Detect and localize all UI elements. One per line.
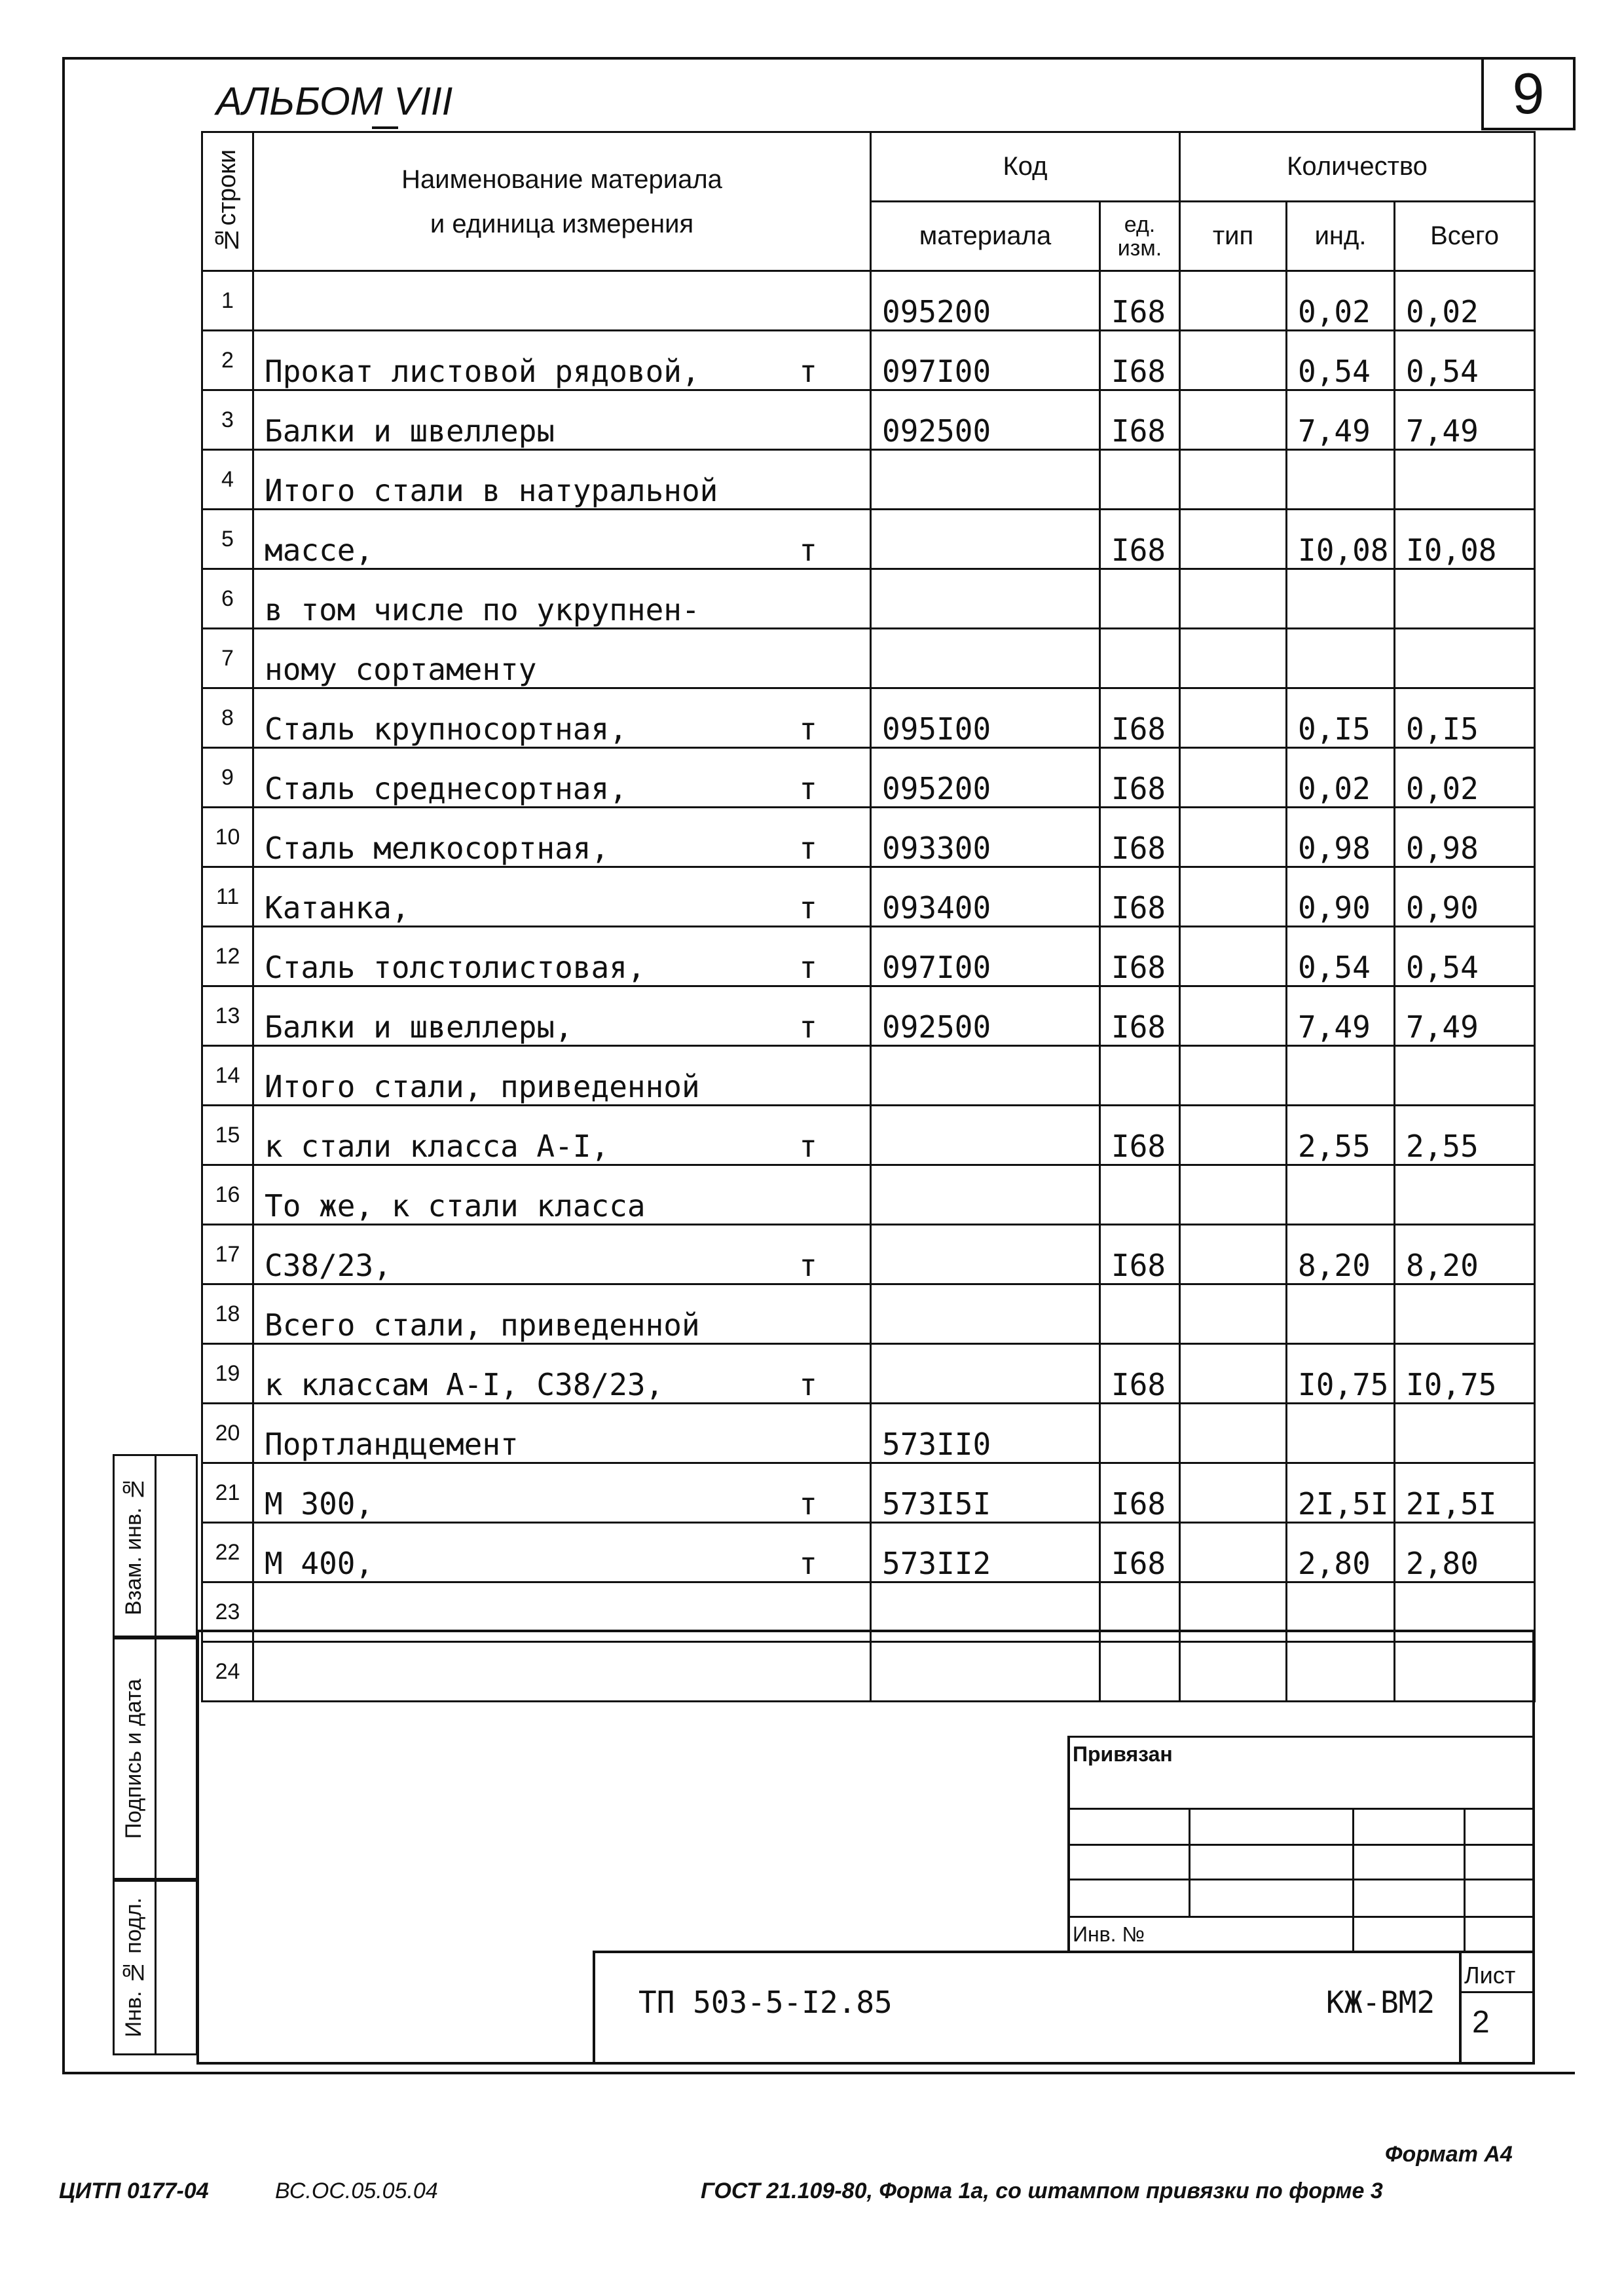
material-code bbox=[871, 450, 1100, 510]
unit-code: I68 bbox=[1100, 808, 1180, 867]
table-row bbox=[202, 510, 1535, 569]
link-box-col-3 bbox=[1464, 1808, 1466, 1952]
document-mark: КЖ-ВМ2 bbox=[1326, 1985, 1435, 2020]
material-name bbox=[253, 986, 871, 1046]
material-name bbox=[253, 1582, 871, 1642]
table-row bbox=[202, 450, 1535, 510]
material-name bbox=[253, 867, 871, 927]
material-unit: т bbox=[799, 1009, 817, 1045]
material-code: 573II2 bbox=[871, 1523, 1100, 1582]
table-row bbox=[202, 1582, 1535, 1642]
header-qty-type: тип bbox=[1180, 202, 1287, 271]
table-row bbox=[202, 1344, 1535, 1404]
materials-table bbox=[201, 131, 1536, 1702]
qty-type bbox=[1180, 1344, 1287, 1404]
material-unit: т bbox=[799, 1367, 817, 1402]
material-unit: т bbox=[799, 1486, 817, 1522]
title-box-top bbox=[593, 1951, 1534, 1953]
qty-ind: 0,02 bbox=[1287, 271, 1395, 331]
row-number: 8 bbox=[202, 688, 253, 748]
header-code-material: материала bbox=[871, 202, 1100, 271]
unit-code: I68 bbox=[1100, 986, 1180, 1046]
unit-code: I68 bbox=[1100, 1106, 1180, 1165]
qty-total: 2I,5I bbox=[1395, 1463, 1535, 1523]
row-number: 10 bbox=[202, 808, 253, 867]
row-number: 2 bbox=[202, 331, 253, 390]
qty-ind: I0,08 bbox=[1287, 510, 1395, 569]
header-code: Код bbox=[871, 132, 1180, 202]
material-code: 093300 bbox=[871, 808, 1100, 867]
link-box-col-2 bbox=[1352, 1808, 1354, 1952]
material-unit: т bbox=[799, 771, 817, 806]
material-name-text: Итого стали в натуральной bbox=[265, 473, 718, 508]
page-number: 9 bbox=[1481, 57, 1576, 130]
qty-type bbox=[1180, 510, 1287, 569]
format-label: Формат А4 bbox=[1385, 2142, 1513, 2167]
material-name-text: Портландцемент bbox=[265, 1427, 519, 1462]
material-name-text: Сталь мелкосортная, bbox=[265, 831, 610, 866]
qty-type bbox=[1180, 1463, 1287, 1523]
unit-code bbox=[1100, 1642, 1180, 1702]
material-name bbox=[253, 748, 871, 808]
material-name bbox=[253, 629, 871, 688]
material-name-text: ному сортаменту bbox=[265, 652, 537, 687]
qty-ind: 2,55 bbox=[1287, 1106, 1395, 1165]
material-name bbox=[253, 688, 871, 748]
footer-left-code: ВС.ОС.05.05.04 bbox=[275, 2179, 438, 2203]
table-row bbox=[202, 986, 1535, 1046]
link-box-top bbox=[1067, 1736, 1534, 1738]
header-qty-ind: инд. bbox=[1287, 202, 1395, 271]
qty-type bbox=[1180, 1284, 1287, 1344]
table-row bbox=[202, 331, 1535, 390]
row-number: 23 bbox=[202, 1582, 253, 1642]
qty-type bbox=[1180, 867, 1287, 927]
material-code: 092500 bbox=[871, 986, 1100, 1046]
table-row bbox=[202, 271, 1535, 331]
stamp-right-line bbox=[1532, 1630, 1535, 2065]
qty-ind bbox=[1287, 1582, 1395, 1642]
qty-total bbox=[1395, 569, 1535, 629]
side-label-original: Инв. № подл. bbox=[120, 1898, 146, 2038]
material-unit: т bbox=[799, 1129, 817, 1164]
table-row bbox=[202, 569, 1535, 629]
qty-total: I0,75 bbox=[1395, 1344, 1535, 1404]
stamp-linked-label: Привязан bbox=[1073, 1742, 1173, 1766]
table-row bbox=[202, 688, 1535, 748]
qty-total bbox=[1395, 450, 1535, 510]
header-name: Наименование материала и единица измерения bbox=[253, 132, 871, 271]
row-number: 18 bbox=[202, 1284, 253, 1344]
table-row bbox=[202, 808, 1535, 867]
qty-ind bbox=[1287, 1165, 1395, 1225]
table-row bbox=[202, 1284, 1535, 1344]
material-code: 097I00 bbox=[871, 927, 1100, 986]
qty-total: 0,02 bbox=[1395, 271, 1535, 331]
material-name bbox=[253, 271, 871, 331]
unit-code bbox=[1100, 1582, 1180, 1642]
qty-total bbox=[1395, 1582, 1535, 1642]
qty-ind: 0,I5 bbox=[1287, 688, 1395, 748]
qty-total: 0,98 bbox=[1395, 808, 1535, 867]
qty-total: 2,55 bbox=[1395, 1106, 1535, 1165]
material-name bbox=[253, 1106, 871, 1165]
qty-total: 7,49 bbox=[1395, 390, 1535, 450]
qty-ind bbox=[1287, 1284, 1395, 1344]
material-name bbox=[253, 569, 871, 629]
stamp-bottom-line bbox=[196, 2062, 1535, 2065]
header-code-unit: ед. изм. bbox=[1100, 202, 1180, 271]
material-name bbox=[253, 1225, 871, 1284]
qty-total bbox=[1395, 1165, 1535, 1225]
material-name bbox=[253, 331, 871, 390]
qty-type bbox=[1180, 390, 1287, 450]
material-code: 095200 bbox=[871, 748, 1100, 808]
qty-ind bbox=[1287, 629, 1395, 688]
material-code: 573I5I bbox=[871, 1463, 1100, 1523]
material-code bbox=[871, 1165, 1100, 1225]
material-name bbox=[253, 450, 871, 510]
material-name-text: Всего стали, приведенной bbox=[265, 1307, 700, 1343]
material-code bbox=[871, 1106, 1100, 1165]
table-row bbox=[202, 1225, 1535, 1284]
material-code bbox=[871, 1582, 1100, 1642]
material-code bbox=[871, 1046, 1100, 1106]
qty-type bbox=[1180, 1165, 1287, 1225]
unit-code: I68 bbox=[1100, 1344, 1180, 1404]
qty-ind: 0,54 bbox=[1287, 331, 1395, 390]
material-code: 095I00 bbox=[871, 688, 1100, 748]
material-name bbox=[253, 927, 871, 986]
material-name bbox=[253, 808, 871, 867]
qty-type bbox=[1180, 569, 1287, 629]
qty-type bbox=[1180, 271, 1287, 331]
material-name bbox=[253, 1344, 871, 1404]
row-number: 4 bbox=[202, 450, 253, 510]
unit-code: I68 bbox=[1100, 390, 1180, 450]
material-name bbox=[253, 1404, 871, 1463]
qty-ind: 2I,5I bbox=[1287, 1463, 1395, 1523]
row-number: 19 bbox=[202, 1344, 253, 1404]
qty-total: 0,54 bbox=[1395, 927, 1535, 986]
unit-code: I68 bbox=[1100, 1523, 1180, 1582]
material-name bbox=[253, 510, 871, 569]
qty-type bbox=[1180, 808, 1287, 867]
material-code bbox=[871, 1284, 1100, 1344]
row-number: 13 bbox=[202, 986, 253, 1046]
table-row bbox=[202, 1046, 1535, 1106]
sheet-label: Лист bbox=[1464, 1962, 1516, 1989]
document-designation: ТП 503-5-I2.85 bbox=[638, 1985, 893, 2020]
album-title: АЛЬБОМ VIII bbox=[216, 79, 453, 123]
stamp-left-line bbox=[196, 1630, 199, 2065]
qty-type bbox=[1180, 1523, 1287, 1582]
unit-code: I68 bbox=[1100, 688, 1180, 748]
qty-type bbox=[1180, 1642, 1287, 1702]
material-unit: т bbox=[799, 711, 817, 747]
qty-type bbox=[1180, 1046, 1287, 1106]
material-name bbox=[253, 1463, 871, 1523]
table-row bbox=[202, 1523, 1535, 1582]
material-name-text: к классам А-I, С38/23, bbox=[265, 1367, 664, 1402]
unit-code bbox=[1100, 1284, 1180, 1344]
qty-total bbox=[1395, 629, 1535, 688]
footer-right: ГОСТ 21.109-80, Форма 1а, со штампом привязки по форме 3 bbox=[701, 2179, 1383, 2203]
material-name-text: Балки и швеллеры bbox=[265, 413, 555, 449]
qty-type bbox=[1180, 986, 1287, 1046]
qty-type bbox=[1180, 1106, 1287, 1165]
qty-type bbox=[1180, 450, 1287, 510]
material-code: 092500 bbox=[871, 390, 1100, 450]
qty-ind bbox=[1287, 1046, 1395, 1106]
sheet-value: 2 bbox=[1472, 2005, 1490, 2040]
material-code: 095200 bbox=[871, 271, 1100, 331]
material-name-text: в том числе по укрупнен- bbox=[265, 592, 700, 627]
material-code: 573II0 bbox=[871, 1404, 1100, 1463]
qty-total bbox=[1395, 1046, 1535, 1106]
header-quantity: Количество bbox=[1180, 132, 1535, 202]
material-name-text: Сталь среднесортная, bbox=[265, 771, 627, 806]
material-name bbox=[253, 1284, 871, 1344]
row-number: 3 bbox=[202, 390, 253, 450]
qty-total: 0,I5 bbox=[1395, 688, 1535, 748]
stamp-inv-label: Инв. № bbox=[1073, 1922, 1145, 1946]
qty-type bbox=[1180, 748, 1287, 808]
sheet-box-left bbox=[1459, 1951, 1462, 2065]
material-name bbox=[253, 1523, 871, 1582]
qty-type bbox=[1180, 1582, 1287, 1642]
table-row bbox=[202, 927, 1535, 986]
unit-code bbox=[1100, 1165, 1180, 1225]
material-code bbox=[871, 510, 1100, 569]
qty-ind: 0,54 bbox=[1287, 927, 1395, 986]
material-name-text: С38/23, bbox=[265, 1248, 392, 1283]
qty-ind: 7,49 bbox=[1287, 390, 1395, 450]
row-number: 5 bbox=[202, 510, 253, 569]
row-number: 17 bbox=[202, 1225, 253, 1284]
material-name-text: М 300, bbox=[265, 1486, 374, 1522]
footer-left: ЦИТП 0177-04 bbox=[59, 2179, 209, 2203]
table-row bbox=[202, 1404, 1535, 1463]
qty-total: 2,80 bbox=[1395, 1523, 1535, 1582]
row-number: 11 bbox=[202, 867, 253, 927]
qty-ind: 8,20 bbox=[1287, 1225, 1395, 1284]
qty-type bbox=[1180, 927, 1287, 986]
row-number: 6 bbox=[202, 569, 253, 629]
unit-code bbox=[1100, 1046, 1180, 1106]
qty-ind bbox=[1287, 1404, 1395, 1463]
qty-ind bbox=[1287, 1642, 1395, 1702]
qty-ind: 7,49 bbox=[1287, 986, 1395, 1046]
table-row bbox=[202, 1165, 1535, 1225]
material-code bbox=[871, 629, 1100, 688]
unit-code: I68 bbox=[1100, 271, 1180, 331]
stamp-top-line bbox=[196, 1630, 1534, 1632]
row-number: 1 bbox=[202, 271, 253, 331]
qty-total bbox=[1395, 1404, 1535, 1463]
qty-ind: 0,90 bbox=[1287, 867, 1395, 927]
qty-type bbox=[1180, 1404, 1287, 1463]
qty-ind bbox=[1287, 450, 1395, 510]
unit-code: I68 bbox=[1100, 927, 1180, 986]
qty-type bbox=[1180, 331, 1287, 390]
material-unit: т bbox=[799, 831, 817, 866]
material-code: 097I00 bbox=[871, 331, 1100, 390]
material-name bbox=[253, 1642, 871, 1702]
unit-code bbox=[1100, 569, 1180, 629]
qty-type bbox=[1180, 1225, 1287, 1284]
material-name-text: Балки и швеллеры, bbox=[265, 1009, 573, 1045]
material-name-text: Катанка, bbox=[265, 890, 410, 926]
qty-total: I0,08 bbox=[1395, 510, 1535, 569]
unit-code: I68 bbox=[1100, 748, 1180, 808]
row-number: 24 bbox=[202, 1642, 253, 1702]
row-number: 20 bbox=[202, 1404, 253, 1463]
row-number: 16 bbox=[202, 1165, 253, 1225]
material-unit: т bbox=[799, 890, 817, 926]
qty-total: 0,54 bbox=[1395, 331, 1535, 390]
material-name-text: Сталь толстолистовая, bbox=[265, 950, 646, 985]
qty-total: 0,90 bbox=[1395, 867, 1535, 927]
material-name bbox=[253, 1165, 871, 1225]
material-unit: т bbox=[799, 354, 817, 389]
material-code bbox=[871, 1344, 1100, 1404]
unit-code bbox=[1100, 1404, 1180, 1463]
material-name bbox=[253, 390, 871, 450]
qty-ind: 0,98 bbox=[1287, 808, 1395, 867]
row-number: 15 bbox=[202, 1106, 253, 1165]
table-row bbox=[202, 748, 1535, 808]
unit-code bbox=[1100, 629, 1180, 688]
material-name-text: к стали класса А-I, bbox=[265, 1129, 610, 1164]
qty-ind bbox=[1287, 569, 1395, 629]
material-name-text: То же, к стали класса bbox=[265, 1188, 646, 1224]
row-number: 9 bbox=[202, 748, 253, 808]
material-name bbox=[253, 1046, 871, 1106]
unit-code bbox=[1100, 450, 1180, 510]
material-unit: т bbox=[799, 533, 817, 568]
album-underline bbox=[372, 126, 398, 129]
qty-total: 7,49 bbox=[1395, 986, 1535, 1046]
unit-code: I68 bbox=[1100, 1463, 1180, 1523]
row-number: 21 bbox=[202, 1463, 253, 1523]
row-number: 22 bbox=[202, 1523, 253, 1582]
material-name-text: Итого стали, приведенной bbox=[265, 1069, 700, 1104]
material-code bbox=[871, 569, 1100, 629]
material-unit: т bbox=[799, 1546, 817, 1581]
side-label-signature: Подпись и дата bbox=[120, 1678, 146, 1839]
material-unit: т bbox=[799, 950, 817, 985]
qty-total: 0,02 bbox=[1395, 748, 1535, 808]
row-number: 14 bbox=[202, 1046, 253, 1106]
header-row-number: №строки bbox=[202, 132, 253, 271]
row-number: 12 bbox=[202, 927, 253, 986]
qty-total bbox=[1395, 1642, 1535, 1702]
qty-total: 8,20 bbox=[1395, 1225, 1535, 1284]
unit-code: I68 bbox=[1100, 867, 1180, 927]
link-box-col-1 bbox=[1189, 1808, 1190, 1916]
table-row bbox=[202, 1642, 1535, 1702]
title-box-left bbox=[593, 1951, 595, 2065]
sheet-box-divider bbox=[1459, 1991, 1534, 1993]
table-row bbox=[202, 867, 1535, 927]
material-name-text: М 400, bbox=[265, 1546, 374, 1581]
qty-type bbox=[1180, 629, 1287, 688]
unit-code: I68 bbox=[1100, 1225, 1180, 1284]
side-label-replaced: Взам. инв. № bbox=[120, 1476, 146, 1616]
qty-ind: 2,80 bbox=[1287, 1523, 1395, 1582]
material-name-text: Прокат листовой рядовой, bbox=[265, 354, 700, 389]
table-row bbox=[202, 1463, 1535, 1523]
material-code bbox=[871, 1642, 1100, 1702]
material-name-text: массе, bbox=[265, 533, 374, 568]
material-unit: т bbox=[799, 1248, 817, 1283]
material-name-text: Сталь крупносортная, bbox=[265, 711, 627, 747]
row-number: 7 bbox=[202, 629, 253, 688]
qty-type bbox=[1180, 688, 1287, 748]
header-qty-total: Всего bbox=[1395, 202, 1535, 271]
table-row bbox=[202, 629, 1535, 688]
unit-code: I68 bbox=[1100, 331, 1180, 390]
side-stamp-divider bbox=[155, 1454, 157, 2055]
table-row bbox=[202, 1106, 1535, 1165]
material-code: 093400 bbox=[871, 867, 1100, 927]
material-code bbox=[871, 1225, 1100, 1284]
qty-total bbox=[1395, 1284, 1535, 1344]
qty-ind: I0,75 bbox=[1287, 1344, 1395, 1404]
table-row bbox=[202, 390, 1535, 450]
qty-ind: 0,02 bbox=[1287, 748, 1395, 808]
unit-code: I68 bbox=[1100, 510, 1180, 569]
